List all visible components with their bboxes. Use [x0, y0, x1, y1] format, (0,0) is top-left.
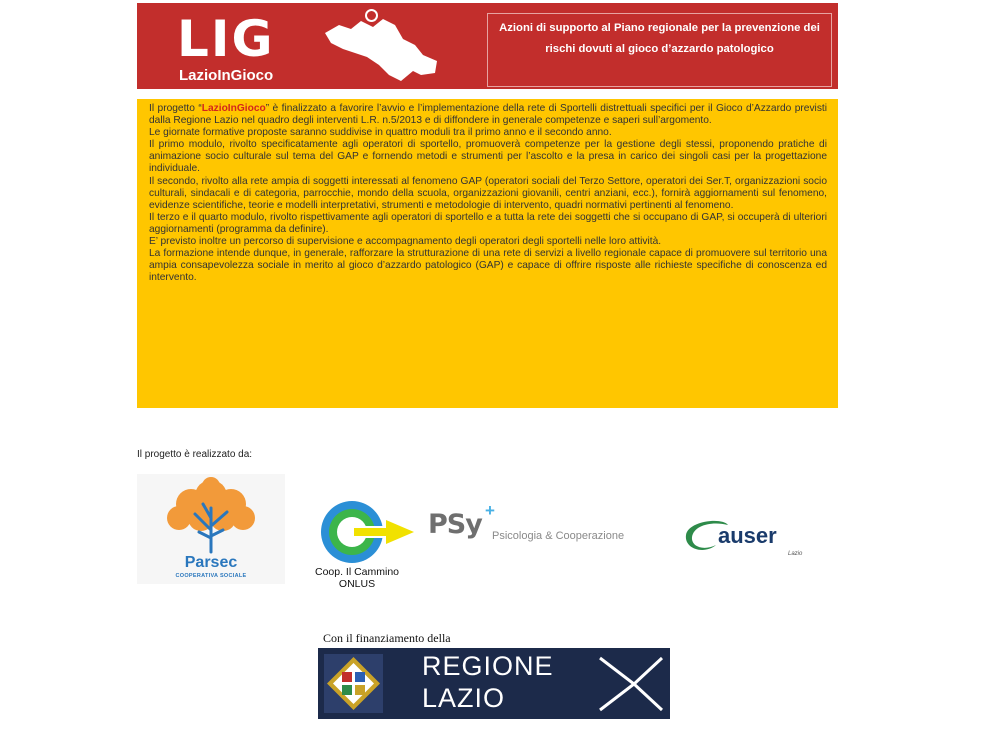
brand-name: LazioInGioco [201, 103, 266, 114]
parsec-logo [137, 474, 285, 584]
intro-text: ” è finalizzato a favorire l’avvio e l’implementazione della rete di Sportelli distrettuali specifici per il Gioco d’Azzardo previsti dalla Regione Lazio nel quadro degli interventi L.R. n.5/2013 e di diffondere in generale competenze e saperi sull’argomento. [149, 103, 827, 127]
intro-paragraph: Le giornate formative proposte saranno suddivise in quattro moduli tra il primo anno e il secondo anno. [149, 127, 612, 139]
psy-mark: PSy [428, 509, 482, 540]
regione-line2: LAZIO [422, 683, 506, 713]
auser-logo [682, 513, 822, 563]
intro-text: Il progetto “ [149, 103, 202, 114]
intro-paragraph: E’ previsto inoltre un percorso di supervisione e accompagnamento degli operatori degli sportelli nelle loro attività. [149, 236, 662, 248]
regione-line1: REGIONE [422, 651, 554, 681]
psy-logo [428, 501, 678, 555]
intro-paragraph [149, 103, 827, 127]
intro-paragraph: La formazione intende dunque, in generale, rafforzare la strutturazione di una rete di servizi a livello regionale capace di promuovere sul territorio una ampia consapevolezza sociale in merito al gioco d’azzardo patologico (GAP) e capace di offrire risposte alle richieste specifiche di conoscenza ed intervento. [149, 248, 827, 284]
cammino-logo [292, 500, 422, 590]
cammino-name: Coop. Il Cammino [314, 566, 400, 578]
auser-subtitle: Lazio [788, 551, 803, 557]
intro-paragraph: Il primo modulo, rivolto specificatamente agli operatori di sportello, promuoverà competenze per la gestione degli stessi, proponendo pratiche di animazione socio culturale sul tema del GAP e fornendo metodi e strumenti per l’ascolto e la presa in carico dei singoli casi per la progettazione individuale. [149, 139, 827, 175]
header-title: Azioni di supporto al Piano regionale per la prevenzione dei rischi dovuti al gioco d’azzardo patologico [499, 22, 820, 55]
parsec-name: Parsec [184, 554, 238, 571]
cammino-circle-icon [292, 500, 422, 564]
regione-lazio-logo [318, 648, 670, 719]
header-banner [137, 3, 838, 89]
lazio-map-icon [317, 13, 442, 85]
regione-x-mark-icon [594, 654, 666, 714]
partners-heading: Il progetto è realizzato da: [137, 449, 253, 460]
regional-crest-icon [324, 654, 383, 713]
cammino-subtitle: ONLUS [338, 578, 376, 590]
psy-tagline: Psicologia & Cooperazione [492, 530, 625, 542]
intro-text-block [137, 99, 838, 408]
intro-paragraph: Il secondo, rivolto alla rete ampia di soggetti interessati al fenomeno GAP (operatori sociali del Terzo Settore, operatori dei Ser.T, organizzazioni socio culturali, sindacali e di categoria, parrocchie, mondo della scuola, organizzazioni giovanili, centri anziani, ecc.), fornirà aggiornamenti sul fenomeno, evidenze scientifiche, teorie e modelli interpretativi, strumenti e metodologie di intervento, quadri normativi pertinenti al fenomeno. [149, 175, 827, 211]
logo-subtitle: LazioInGioco [179, 67, 274, 84]
intro-paragraph: Il terzo e il quarto modulo, rivolto rispettivamente agli operatori di sportello e a tutta la rete dei soggetti che si occupano di GAP, si occuperà di ulteriori aggiornamenti (programma da definire). [149, 211, 827, 235]
plus-icon: + [485, 501, 495, 520]
tree-icon [137, 474, 285, 554]
auser-name: auser [718, 523, 777, 548]
lig-logo: LIG [177, 10, 275, 68]
funding-label: Con il finanziamento della [323, 631, 451, 645]
header-title-box [487, 13, 832, 87]
parsec-subtitle: COOPERATIVA SOCIALE [175, 573, 247, 579]
